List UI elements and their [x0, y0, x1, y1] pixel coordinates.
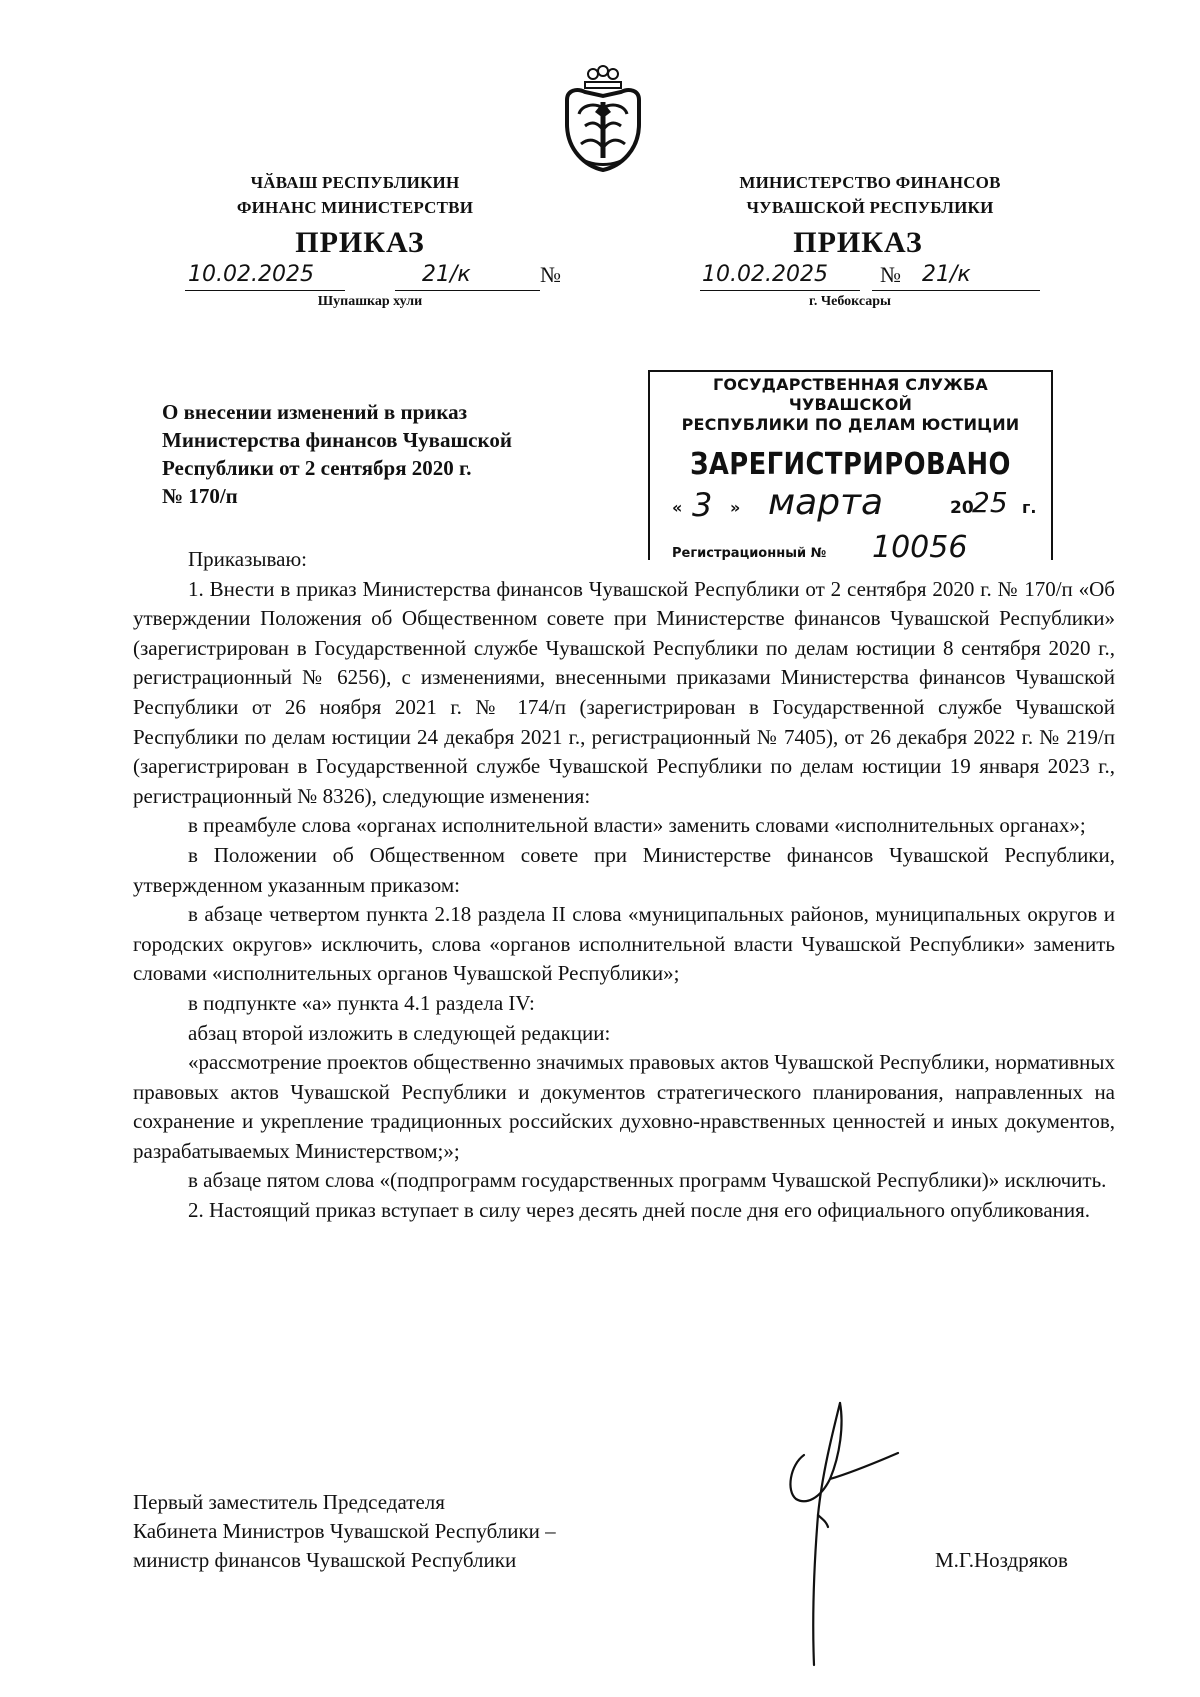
stamp-quote-close: » — [730, 498, 741, 517]
signatory-position — [133, 1488, 693, 1575]
left-number-sign: № — [540, 262, 561, 287]
position-line3: министр финансов Чувашской Республики — [133, 1548, 517, 1572]
right-number-line — [872, 290, 1040, 291]
stamp-reg-label: Регистрационный № — [672, 546, 827, 561]
left-date: 10.02.2025 — [188, 262, 314, 287]
body-paragraph: «рассмотрение проектов общественно значимых правовых актов Чувашской Республики, нормативных правовых актов Чувашской Республики и документов стратегического планирования, направленных на сохранение и укрепление традиционных российских духовно-нравственных ценностей и иных документов, разрабатываемых Министерством;»; — [133, 1050, 1115, 1163]
right-date: 10.02.2025 — [702, 262, 828, 287]
document-title — [162, 398, 602, 510]
right-number: 21/к — [922, 262, 971, 287]
left-doc-type: ПРИКАЗ — [295, 226, 425, 259]
stamp-year-mark: г. — [1022, 498, 1037, 517]
left-city: Шупашкар хули — [317, 294, 423, 309]
stamp-day: 3 — [692, 486, 713, 524]
left-date-line — [185, 290, 345, 291]
right-date-line — [700, 290, 860, 291]
stamp-date-row — [650, 482, 1051, 528]
right-org-line1: МИНИСТЕРСТВО ФИНАНСОВ — [739, 173, 1001, 192]
stamp-quote-open: « — [672, 498, 683, 517]
left-org-line2: ФИНАНС МИНИСТЕРСТВИ — [236, 198, 474, 217]
stamp-org-line1: ГОСУДАРСТВЕННАЯ СЛУЖБА ЧУВАШСКОЙ — [712, 375, 988, 414]
right-org-name — [690, 170, 1050, 220]
right-org-line2: ЧУВАШСКОЙ РЕСПУБЛИКИ — [746, 198, 994, 217]
body-paragraph: в абзаце пятом слова «(подпрограмм государственных программ Чувашской Республики)» исключить. — [188, 1168, 1107, 1193]
title-line4: № 170/п — [162, 484, 238, 508]
left-number-line — [395, 290, 540, 291]
stamp-year-prefix: 20 — [950, 498, 974, 518]
title-line2: Министерства финансов Чувашской — [162, 428, 512, 452]
position-line2: Кабинета Министров Чувашской Республики – — [133, 1519, 556, 1543]
registration-stamp — [648, 370, 1053, 565]
stamp-month: марта — [768, 482, 884, 523]
body-paragraph: 1. Внести в приказ Министерства финансов Чувашской Республики от 2 сентября 2020 г. № 170/п «Об утверждении Положения об Общественном совете при Министерстве финансов Чувашской Республики» (зарегистрирован в Государственной службе Чувашской Республики по делам юстиции 8 сентября 2020 г., регистрационный № 6256), с изменениями, внесенными приказами Министерства финансов Чувашской Республики от 26 ноября 2021 г. № 174/п (зарегистрирован в Государственной службе Чувашской Республики по делам юстиции 24 декабря 2021 г., регистрационный № 7405), от 26 декабря 2022 г. № 219/п (зарегистрирован в Государственной службе Чувашской Республики по делам юстиции 19 января 2023 г., регистрационный № 8326), следующие изменения: — [133, 576, 1115, 808]
right-doc-type: ПРИКАЗ — [793, 226, 923, 259]
stamp-year-suffix: 25 — [972, 486, 1008, 519]
document-body — [133, 545, 1115, 1226]
title-line1: О внесении изменений в приказ — [162, 400, 468, 424]
stamp-status: ЗАРЕГИСТРИРОВАНО — [690, 447, 1011, 482]
body-paragraph: в подпункте «а» пункта 4.1 раздела IV: — [188, 990, 535, 1015]
body-paragraph: в Положении об Общественном совете при Министерстве финансов Чувашской Республики, утвержденном указанным приказом: — [133, 842, 1115, 897]
left-org-line1: ЧӐВАШ РЕСПУБЛИКИН — [250, 173, 460, 192]
body-paragraph: 2. Настоящий приказ вступает в силу через десять дней после дня его официального опубликования. — [188, 1198, 1091, 1223]
handwritten-signature — [770, 1395, 920, 1675]
signatory-name: М.Г.Ноздряков — [935, 1548, 1068, 1572]
right-city: г. Чебоксары — [809, 294, 891, 309]
stamp-reg-number: 10056 — [872, 530, 968, 565]
right-number-sign: № — [880, 262, 901, 287]
stamp-org-line2: РЕСПУБЛИКИ ПО ДЕЛАМ ЮСТИЦИИ — [681, 415, 1020, 434]
body-paragraph: абзац второй изложить в следующей редакции: — [188, 1020, 611, 1045]
left-number: 21/к — [422, 262, 471, 287]
coat-of-arms-emblem — [555, 62, 651, 174]
title-line3: Республики от 2 сентября 2020 г. — [162, 456, 472, 480]
stamp-org-name — [650, 375, 1051, 435]
body-paragraph: в преамбуле слова «органах исполнительной власти» заменить словами «исполнительных органах»; — [188, 813, 1086, 838]
body-paragraph: в абзаце четвертом пункта 2.18 раздела II слова «муниципальных районов, муниципальных округов и городских округов» исключить, слова «органов исполнительной власти Чувашской Республики» заменить словами «исполнительных органов Чувашской Республики»; — [133, 902, 1115, 986]
position-line1: Первый заместитель Председателя — [133, 1490, 445, 1514]
left-org-name — [190, 170, 520, 220]
order-word: Приказываю: — [188, 547, 307, 571]
